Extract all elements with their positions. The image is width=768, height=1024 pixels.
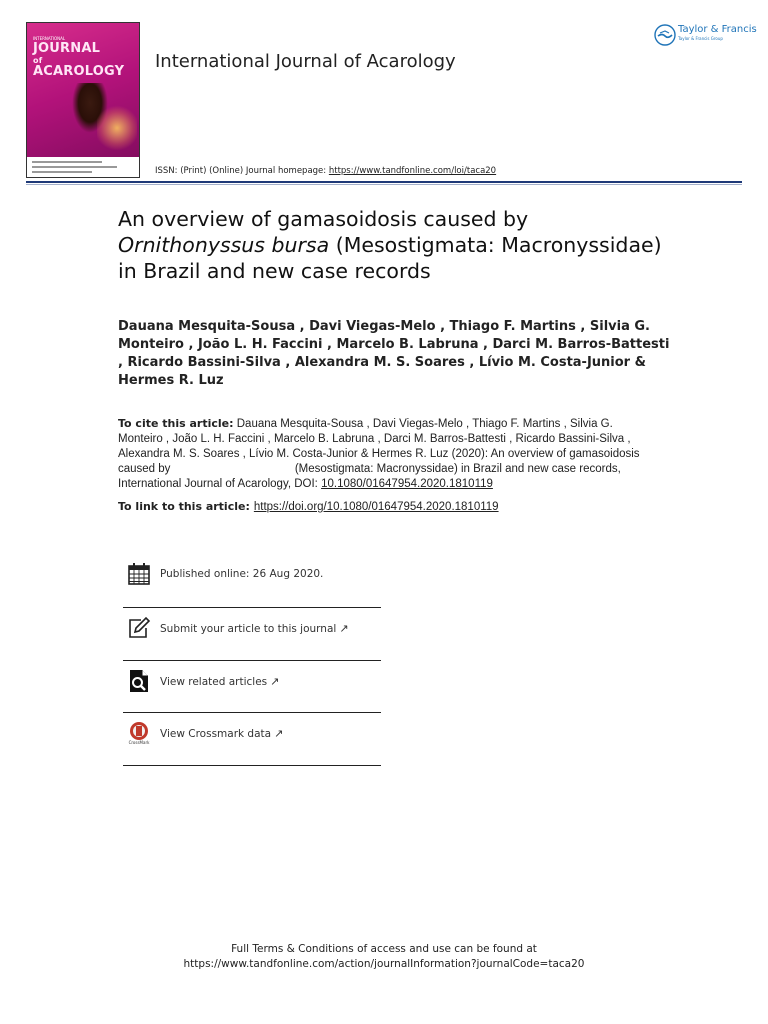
action-divider <box>123 765 381 766</box>
published-online-text: Published online: 26 Aug 2020. <box>160 568 324 580</box>
journal-homepage-link[interactable]: https://www.tandfonline.com/loi/taca20 <box>328 166 497 176</box>
citation-text-cont: (Mesostigmata: Macronyssidae) in Brazil and new case records, International Journal of Acarology, DOI: <box>118 463 621 490</box>
article-title: An overview of gamasoidosis caused by Ornithonyssus bursa (Mesostigmata: Macronyssidae) in Brazil and new case records <box>118 207 662 283</box>
cover-title: JOURNAL of ACAROLOGY <box>33 41 125 79</box>
external-link-icon: ↗ <box>274 727 284 740</box>
cover-footer-band <box>27 157 139 177</box>
cover-glow <box>97 103 137 153</box>
taylor-francis-logo-icon <box>654 24 676 46</box>
submit-article-text: Submit your article to this journal <box>160 623 337 635</box>
article-doi-link[interactable]: https://doi.org/10.1080/01647954.2020.1810119 <box>253 501 499 513</box>
svg-text:CrossMark: CrossMark <box>128 740 150 745</box>
calendar-icon <box>127 562 151 586</box>
action-divider <box>123 660 381 661</box>
issn-line <box>155 166 496 176</box>
footer-terms-link[interactable]: https://www.tandfonline.com/action/journalInformation?journalCode=taca20 <box>183 958 585 970</box>
issn-text: ISSN: (Print) (Online) Journal homepage: <box>155 166 329 176</box>
header-divider <box>26 181 742 183</box>
external-link-icon: ↗ <box>270 675 280 688</box>
publisher-name: Taylor & Francis <box>678 24 757 35</box>
header-divider-thin <box>26 184 742 185</box>
species-name: Ornithonyssus bursa <box>118 233 330 257</box>
crossmark-text: View Crossmark data <box>160 728 272 740</box>
footer-terms <box>0 942 768 972</box>
citation-block <box>118 416 658 492</box>
article-authors: Dauana Mesquita-Sousa , Davi Viegas-Melo , Thiago F. Martins , Silvia G. Monteiro , João L. H. Faccini , Marcelo B. Labruna , Darci M. Barros-Battesti , Ricardo Bassini-Silva , Alexandra M. S. Soares , Lívio M. Costa-Junior & Hermes R. Luz <box>118 319 670 388</box>
article-link-line <box>118 500 499 513</box>
edit-icon <box>127 616 151 640</box>
journal-cover-image[interactable] <box>26 22 140 178</box>
external-link-icon: ↗ <box>339 622 349 635</box>
publisher-subname: Taylor & Francis Group <box>678 36 723 41</box>
action-divider <box>123 607 381 608</box>
search-document-icon <box>127 669 151 693</box>
link-label: To link to this article: <box>118 500 250 513</box>
related-articles-text: View related articles <box>160 676 268 688</box>
action-divider <box>123 712 381 713</box>
footer-line1: Full Terms & Conditions of access and use can be found at <box>231 943 537 955</box>
related-articles-link[interactable] <box>123 669 381 721</box>
citation-doi-link[interactable]: 10.1080/01647954.2020.1810119 <box>321 478 493 490</box>
journal-title[interactable]: International Journal of Acarology <box>155 51 456 72</box>
citation-label: To cite this article: <box>118 417 234 430</box>
citation-text: Dauana Mesquita-Sousa , Davi Viegas-Melo , Thiago F. Martins , Silvia G. Monteiro , João L. H. Faccini , Marcelo B. Labruna , Darci M. Barros-Battesti , Ricardo Bassini-Silva , Alexandra M. S. Soares , Lívio M. Costa-Junior & Hermes R. Luz (2020): An overview of gamasoidosis caused by <box>118 418 640 475</box>
cover-small-text: INTERNATIONAL <box>33 36 66 41</box>
crossmark-icon <box>127 721 151 745</box>
